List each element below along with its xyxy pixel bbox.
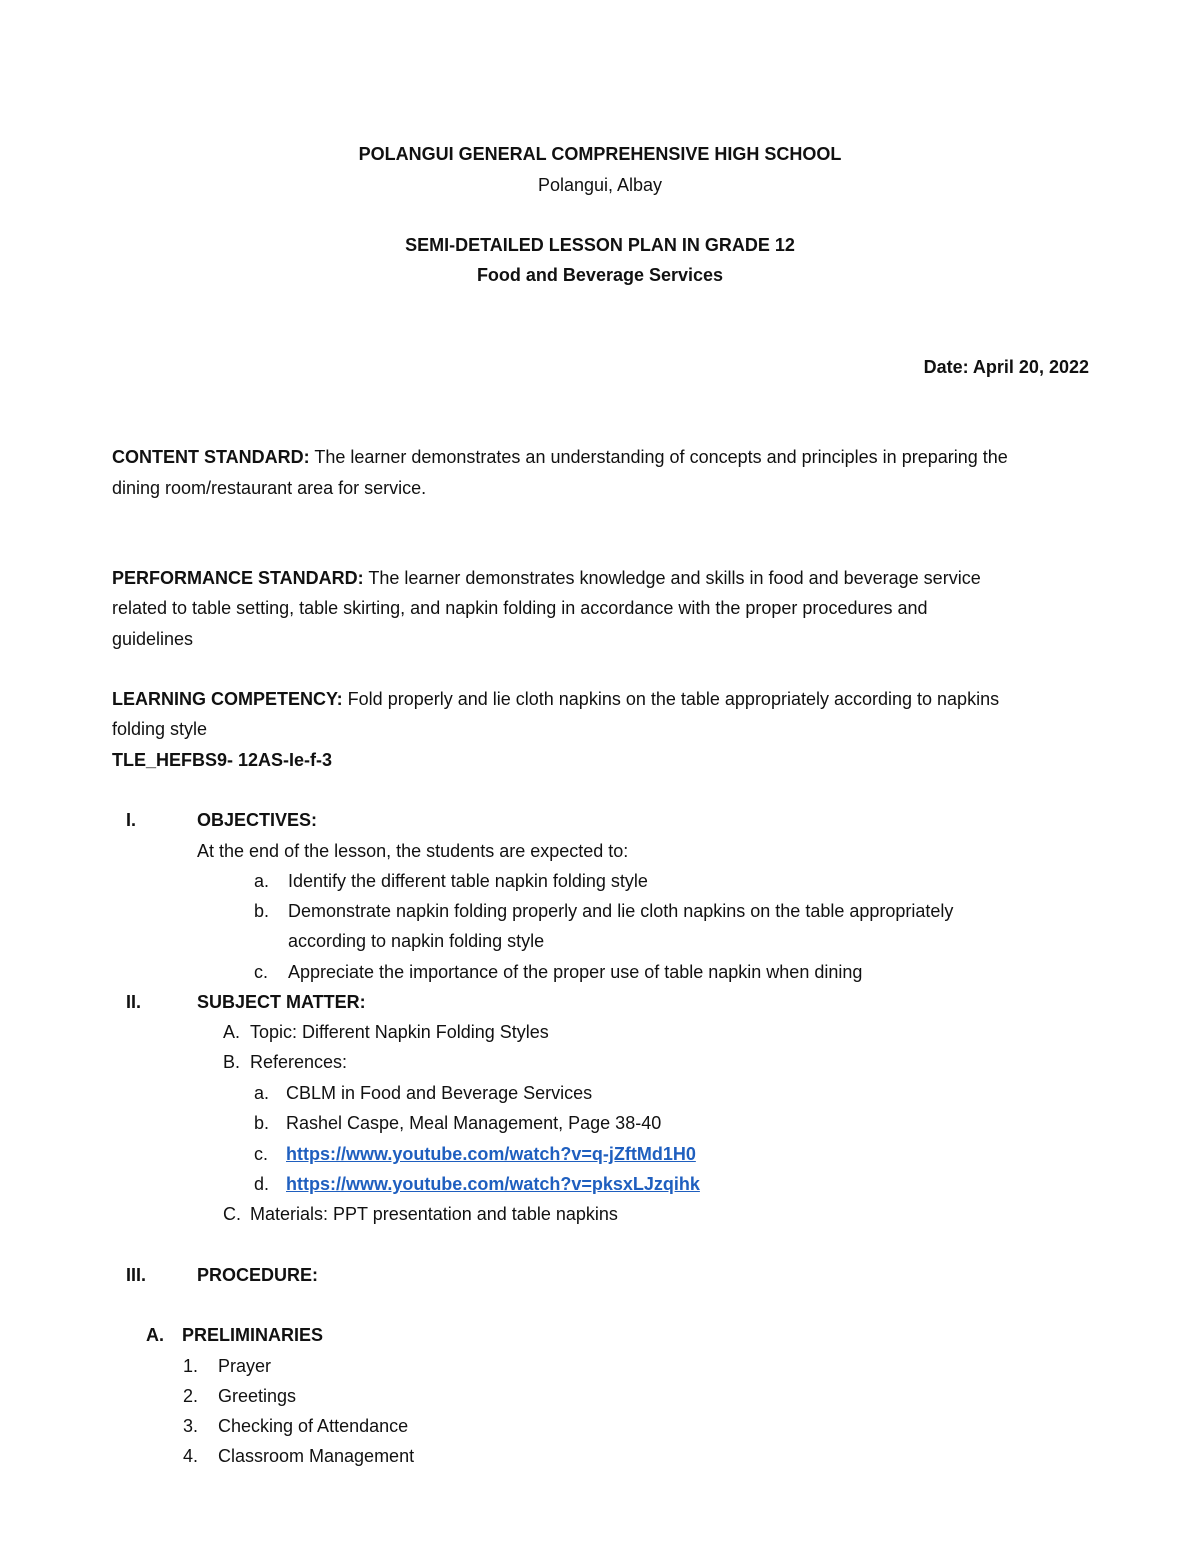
learning-competency-text-cont: folding style: [112, 719, 208, 739]
competency-code: TLE_HEFBS9- 12AS-Ie-f-3: [112, 750, 333, 770]
school-location: Polangui, Albay: [537, 175, 663, 195]
learning-competency-label: LEARNING COMPETENCY:: [112, 689, 343, 709]
reference-marker: a.: [254, 1083, 270, 1103]
objective-marker: a.: [254, 871, 270, 891]
reference-marker: c.: [254, 1144, 269, 1164]
learning-competency: [112, 687, 999, 711]
topic-text: Topic: Different Napkin Folding Styles: [250, 1022, 549, 1042]
reference-link[interactable]: [286, 1142, 696, 1166]
reference-marker: b.: [254, 1113, 270, 1133]
performance-standard-label: PERFORMANCE STANDARD:: [112, 568, 364, 588]
preliminary-item: Checking of Attendance: [218, 1416, 409, 1436]
preliminary-marker: 2.: [183, 1386, 199, 1406]
preliminary-marker: 4.: [183, 1446, 199, 1466]
reference-link[interactable]: [286, 1172, 700, 1196]
objective-item: Appreciate the importance of the proper use of table napkin when dining: [288, 962, 863, 982]
procedure-heading: PROCEDURE:: [197, 1265, 319, 1285]
objectives-numeral: I.: [126, 810, 137, 830]
references-label: References:: [250, 1052, 348, 1072]
content-standard: [112, 445, 1008, 469]
objectives-intro: At the end of the lesson, the students are expected to:: [197, 841, 629, 861]
subject-title: Food and Beverage Services: [476, 265, 724, 285]
materials-marker: C.: [223, 1204, 241, 1224]
preliminary-marker: 3.: [183, 1416, 199, 1436]
content-standard-text-cont: dining room/restaurant area for service.: [112, 478, 427, 498]
preliminary-marker: 1.: [183, 1356, 199, 1376]
youtube-link-2[interactable]: https://www.youtube.com/watch?v=pksxLJzqihk: [286, 1174, 700, 1194]
preliminaries-marker: A.: [146, 1325, 164, 1345]
objective-item: Identify the different table napkin folding style: [288, 871, 648, 891]
reference-marker: d.: [254, 1174, 270, 1194]
preliminary-item: Greetings: [218, 1386, 297, 1406]
procedure-numeral: III.: [126, 1265, 147, 1285]
reference-item: Rashel Caspe, Meal Management, Page 38-40: [286, 1113, 662, 1133]
lesson-plan-title: SEMI-DETAILED LESSON PLAN IN GRADE 12: [405, 235, 795, 255]
preliminary-item: Classroom Management: [218, 1446, 415, 1466]
performance-standard-text-cont: related to table setting, table skirting, and napkin folding in accordance with the proper procedures and: [112, 598, 928, 618]
youtube-link-1[interactable]: https://www.youtube.com/watch?v=q-jZftMd1H0: [286, 1144, 696, 1164]
content-standard-text: The learner demonstrates an understanding of concepts and principles in preparing the: [309, 447, 1008, 467]
reference-item: CBLM in Food and Beverage Services: [286, 1083, 593, 1103]
performance-standard-text-cont2: guidelines: [112, 629, 194, 649]
subject-matter-numeral: II.: [126, 992, 142, 1012]
objectives-heading: OBJECTIVES:: [197, 810, 318, 830]
objective-item-cont: according to napkin folding style: [288, 931, 545, 951]
objective-marker: b.: [254, 901, 270, 921]
lesson-date: Date: April 20, 2022: [923, 357, 1089, 377]
references-marker: B.: [223, 1052, 241, 1072]
topic-marker: A.: [223, 1022, 241, 1042]
preliminaries-heading: PRELIMINARIES: [182, 1325, 324, 1345]
materials-text: Materials: PPT presentation and table napkins: [250, 1204, 618, 1224]
performance-standard-text: The learner demonstrates knowledge and skills in food and beverage service: [363, 568, 981, 588]
performance-standard: [112, 566, 981, 590]
objective-item: Demonstrate napkin folding properly and lie cloth napkins on the table appropriately: [288, 901, 954, 921]
preliminary-item: Prayer: [218, 1356, 272, 1376]
school-name: POLANGUI GENERAL COMPREHENSIVE HIGH SCHOOL: [358, 144, 842, 164]
objective-marker: c.: [254, 962, 269, 982]
content-standard-label: CONTENT STANDARD:: [112, 447, 310, 467]
subject-matter-heading: SUBJECT MATTER:: [197, 992, 366, 1012]
learning-competency-text: Fold properly and lie cloth napkins on the table appropriately according to napkins: [342, 689, 1000, 709]
